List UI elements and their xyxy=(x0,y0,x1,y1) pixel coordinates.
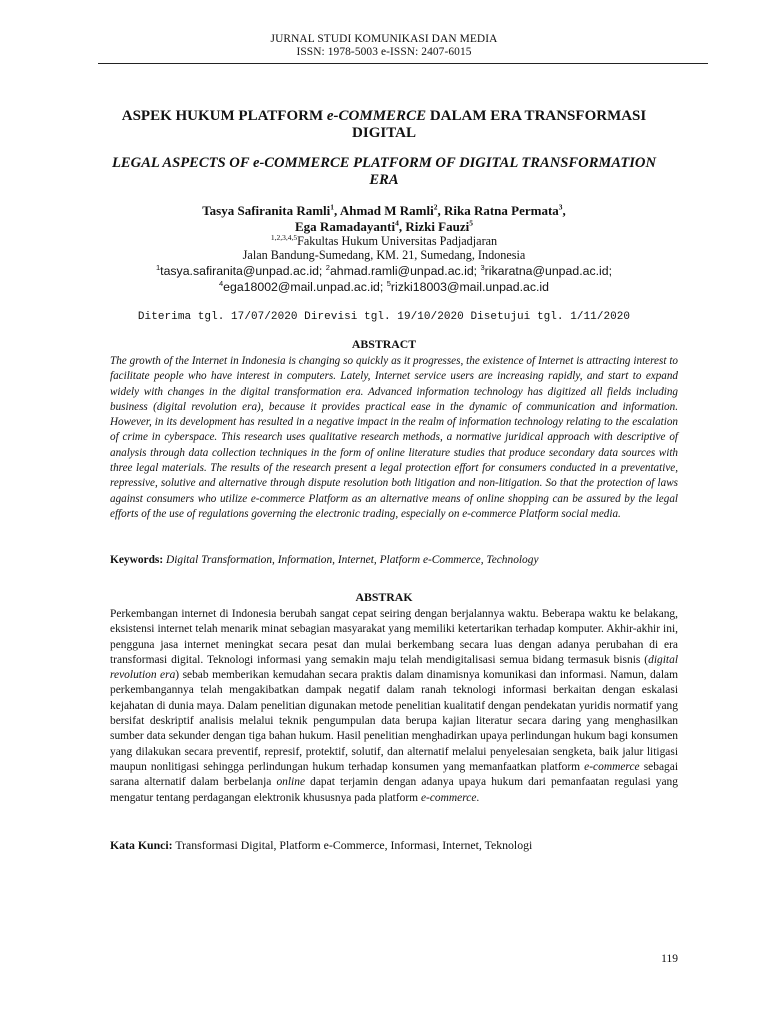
kata-kunci-value: Transformasi Digital, Platform e-Commerce, Informasi, Internet, Teknologi xyxy=(172,838,533,852)
title-id-part1: ASPEK HUKUM PLATFORM xyxy=(121,108,327,124)
keywords-value: Digital Transformation, Information, Internet, Platform e-Commerce, Technology xyxy=(163,554,539,566)
abstrak-italic-term: digital revolution era xyxy=(110,653,678,682)
email-sup: 2 xyxy=(325,262,330,272)
email-sup: 3 xyxy=(480,262,485,272)
abstrak-italic-term: e-commerce xyxy=(420,791,477,804)
journal-header xyxy=(0,33,768,59)
email-link[interactable]: rikaratna@unpad.ac.id; xyxy=(484,264,612,278)
author-sup: 4 xyxy=(395,218,399,228)
kata-kunci-line xyxy=(110,838,678,853)
header-divider xyxy=(98,63,708,64)
abstrak-text: ) sebab memberikan kemudahan secara praktis dalam dinamisnya komunikasi dan informasi. Namun, dalam perkembangannya telah mengakibatkan dampak negatif dalam ranah teknologi informasi berkaitan dengan eskalasi kejahatan di dunia maya. Dalam penelitian digunakan metode penelitian kualitatif dengan pendekatan yuridis normatif yang bersifat deskriptif analisis melalui teknik pengumpulan data berupa kajian literatur secara daring yang menghasilkan sumber data sekunder dengan tiga bahan hukum. Hasil penelitian menghadirkan upaya perlindungan hukum bagi konsumen yang dilakukan secara preventif, represif, protektif, solutif, dan alternatif melalui penyelesaian sengketa, baik jalur litigasi maupun nonlitigasi sehingga perlindungan hukum terhadap konsumen yang memanfaatkan platform xyxy=(110,669,678,773)
affiliation-sup: 1,2,3,4,5 xyxy=(270,232,298,242)
author-name: Tasya Safiranita Ramli xyxy=(202,203,331,218)
keywords-label: Keywords: xyxy=(110,554,164,566)
kata-kunci-label: Kata Kunci: xyxy=(110,838,173,852)
abstrak-text: sebagai sarana alternatif dalam berbelanja xyxy=(110,760,678,789)
abstrak-italic-term: online xyxy=(276,776,306,789)
title-id-part2: e-COMMERCE xyxy=(326,108,427,124)
abstract-body: The growth of the Internet in Indonesia is changing so quickly as it progresses, the existence of Internet is attracting interest to facilitate people who have interest in computers. Lately, Internet service users are increasing rapidly, and start to expand widely with changes in the digital transformation era. Advanced information technology has digitized all fields including business (digital revolution era), because it provides practical ease in the dynamic of communication and information. However, in its development has resulted in a negative impact in the realm of information technology relating to the escalation of crime in cyberspace. This research uses qualitative research methods, a normative juridical approach with descriptive of analysis through data collection techniques in the form of online literature studies that produce secondary data sources with three legal materials. The results of the research present a legal protection effort for consumers conducted in a preventative, repressive, solutive and alternative through dispute resolution both litigation and non-litigation. So that the protection of laws against consumers who utilize e-commerce Platform as an alternative means of online shopping can be assured by the legal efforts of the use of regulations governing the electronic trading, especially on e-commerce Platform social media. xyxy=(110,355,678,520)
email-link[interactable]: ahmad.ramli@unpad.ac.id; xyxy=(329,264,481,278)
author-sep: , xyxy=(437,203,444,218)
email-sup: 4 xyxy=(218,278,224,288)
affiliation xyxy=(90,234,678,262)
paper-title-indonesian xyxy=(100,108,668,142)
author-name: Ega Ramadayanti xyxy=(295,219,396,234)
email-link[interactable]: rizki18003@mail.unpad.ac.id xyxy=(390,280,549,294)
email-sup: 5 xyxy=(386,278,391,288)
submission-dates: Diterima tgl. 17/07/2020 Direvisi tgl. 19/10/2020 Disetujui tgl. 1/11/2020 xyxy=(137,311,631,323)
affiliation-address: Jalan Bandung-Sumedang, KM. 21, Sumedang, Indonesia xyxy=(242,248,526,262)
abstrak-text: . xyxy=(476,791,480,804)
author-emails xyxy=(60,263,708,295)
author-sup: 1 xyxy=(330,202,335,212)
title-id-part3: DALAM ERA TRANSFORMASI DIGITAL xyxy=(352,108,647,141)
page-number: 119 xyxy=(661,953,678,965)
author-name: Rika Ratna Permata xyxy=(443,203,559,218)
author-sep: , xyxy=(398,219,406,234)
author-name: Ahmad M Ramli xyxy=(339,203,434,218)
abstrak-text: dapat terjamin dengan adanya upaya hukum dari pemanfaatan regulasi yang mengatur tentang perdagangan elektronik khususnya pada platform xyxy=(110,776,678,804)
email-link[interactable]: ega18002@mail.unpad.ac.id; xyxy=(223,280,387,294)
author-name: Rizki Fauzi xyxy=(405,219,470,234)
author-sup: 3 xyxy=(558,202,563,212)
journal-name: JURNAL STUDI KOMUNIKASI DAN MEDIA xyxy=(270,33,498,45)
abstrak-text: Perkembangan internet di Indonesia berubah sangat cepat seiring dengan berjalannya waktu. Beberapa waktu ke belakang, eksistensi internet telah menarik minat sebagian masyarakat yang memiliki ketertarikan terhadap komputer. Akhir-akhir ini, pengguna jasa internet meningkat secara pesat dan mulai berkembang secara luas dengan adanya perubahan di era transformasi digital. Teknologi informasi yang semakin maju telah mendigitalisasi semua bidang termasuk bisnis ( xyxy=(110,608,678,666)
author-sep: , xyxy=(334,203,340,218)
journal-issn: ISSN: 1978-5003 e-ISSN: 2407-6015 xyxy=(296,46,472,58)
author-sup: 2 xyxy=(433,202,438,212)
abstrak-body xyxy=(110,607,678,806)
author-list: Tasya Safiranita Ramli$^1$, Ahmad M Ramli$^2$, Rika Ratna Permata$^3$, Ega Ramadayanti$^4$, Rizki Fauzi$^5$ xyxy=(202,202,566,234)
abstract-heading: ABSTRACT xyxy=(351,337,417,351)
email-link[interactable]: tasya.safiranita@unpad.ac.id; xyxy=(160,264,326,278)
affiliation-faculty: Fakultas Hukum Universitas Padjadjaran xyxy=(297,234,498,248)
keywords-line xyxy=(110,554,678,566)
paper-title-english: LEGAL ASPECTS OF e-COMMERCE PLATFORM OF DIGITAL TRANSFORMATION ERA xyxy=(112,155,656,188)
email-sup: 1 xyxy=(155,262,161,272)
author-sup: 5 xyxy=(469,218,473,228)
abstrak-italic-term: e-commerce xyxy=(584,760,640,773)
abstrak-heading: ABSTRAK xyxy=(355,590,413,604)
